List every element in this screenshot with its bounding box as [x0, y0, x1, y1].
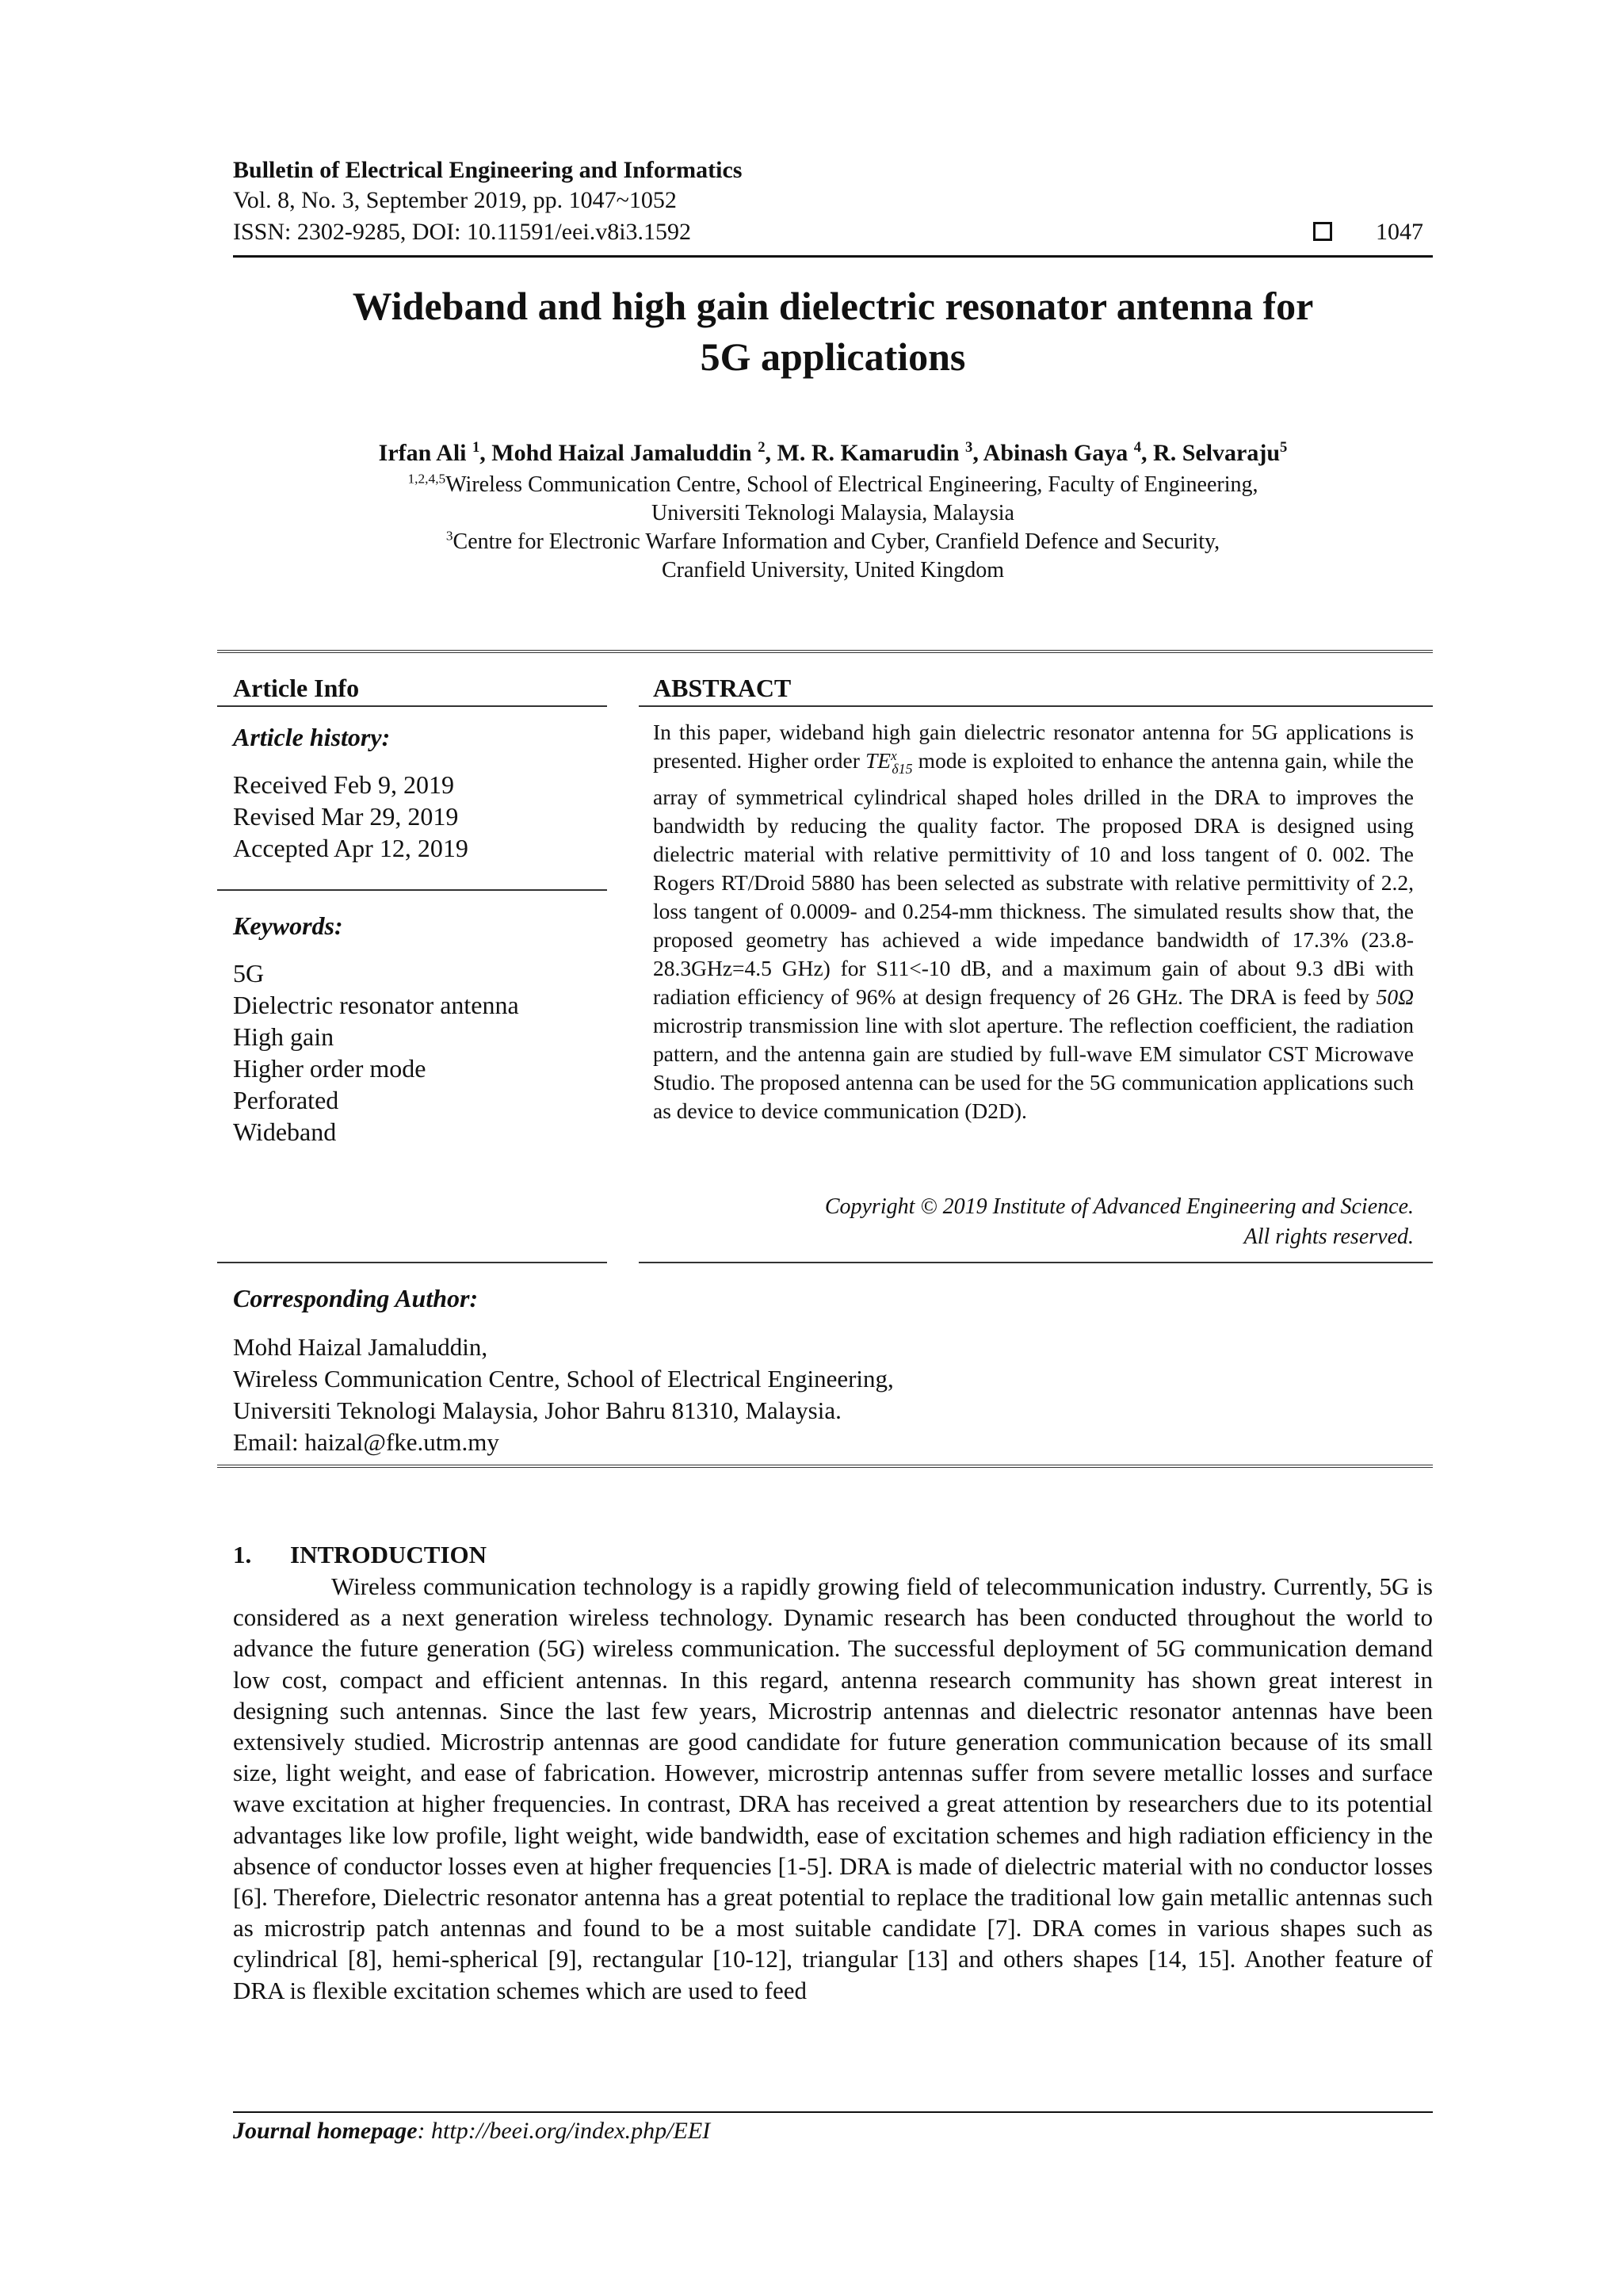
affiliation-sup: 3: [445, 528, 453, 544]
author-list: [233, 437, 1433, 469]
history-received: Received Feb 9, 2019: [233, 770, 455, 799]
keyword-item: Wideband: [233, 1117, 337, 1146]
author-sup: 5: [1280, 439, 1288, 456]
affiliation-sup: 1,2,4,5: [407, 471, 446, 487]
abstract-bottom-rule: [639, 1262, 1433, 1263]
footer-label: Journal homepage: [233, 2118, 418, 2144]
corresponding-details: [233, 1331, 894, 1458]
keyword-item: 5G: [233, 959, 265, 988]
square-bullet-icon: [1313, 222, 1332, 241]
copyright-line2: All rights reserved.: [1243, 1224, 1414, 1249]
abstract-text: [653, 718, 1414, 1125]
introduction-paragraph: Wireless communication technology is a rapidly growing field of telecommunication industry. Currently, 5G is considered as a next generation wireless technology. Dynamic research has been conducted throughout the world to advance the future generation (5G) wireless communication. The successful deployment of 5G communication demand low cost, compact and efficient antennas. In this regard, antenna research community has shown great interest in designing such antennas. Since the last few years, Microstrip antennas and dielectric resonator antennas have been extensively studied. Microstrip antennas are good candidate for future generation communication because of its small size, light weight, and ease of fabrication. However, microstrip antennas suffer from severe metallic losses and surface wave excitation at higher frequencies. In contrast, DRA has received a great attention by researchers due to its potential advantages like low profile, light weight, wide bandwidth, ease of excitation schemes and high radiation efficiency in the absence of conductor losses even at higher frequencies [1-5]. DRA is made of dielectric material with no conductor losses [6]. Therefore, Dielectric resonator antenna has a great potential to replace the traditional low gain metallic antennas such as microstrip patch antennas and found to be a most suitable candidate [7]. DRA comes in various shapes such as cylindrical [8], hemi-spherical [9], rectangular [10-12], triangular [13] and others shapes [14, 15]. Another feature of DRA is flexible excitation schemes which are used to feed: [233, 1572, 1433, 2004]
abstract-part: In this paper, wideband high gain dielectric resonator antenna for 5G applications is presented. Higher order: [653, 720, 1414, 773]
info-bottom-rule: [217, 1262, 607, 1263]
author-sep: ,: [765, 440, 777, 466]
author-sep: ,: [1141, 440, 1154, 466]
author-name: Irfan Ali: [378, 440, 472, 466]
author-sep: ,: [479, 440, 492, 466]
keyword-item: High gain: [233, 1022, 334, 1051]
keyword-item: Higher order mode: [233, 1054, 426, 1083]
section-number: 1.: [233, 1541, 252, 1568]
corresponding-dept: Wireless Communication Centre, School of Electrical Engineering,: [233, 1365, 894, 1392]
article-info-heading: Article Info: [233, 674, 360, 702]
article-history-list: [233, 769, 468, 864]
introduction-heading: [233, 1539, 487, 1571]
footer-rule: [233, 2111, 1433, 2113]
affiliation-1-line1: [233, 471, 1433, 499]
journal-name: Bulletin of Electrical Engineering and Informatics: [233, 157, 743, 183]
affiliation-text: Centre for Electronic Warfare Information and Cyber, Cranfield Defence and Security,: [453, 529, 1220, 554]
mode-te: [865, 747, 913, 777]
corresponding-heading: Corresponding Author:: [233, 1284, 479, 1312]
affiliation-1-line2: Universiti Teknologi Malaysia, Malaysia: [651, 501, 1014, 525]
copyright-notice: [653, 1192, 1414, 1252]
impedance-value: 50Ω: [1376, 984, 1414, 1009]
author-name: Abinash Gaya: [983, 440, 1134, 466]
author-sup: 2: [758, 439, 766, 456]
author-sep: ,: [972, 440, 983, 466]
corresponding-bottom-rule: [217, 1465, 1433, 1468]
history-rule: [217, 889, 607, 891]
journal-volume: Vol. 8, No. 3, September 2019, pp. 1047~1052: [233, 187, 677, 213]
corresponding-email: Email: haizal@fke.utm.my: [233, 1428, 499, 1456]
corresponding-name: Mohd Haizal Jamaluddin,: [233, 1333, 488, 1361]
author-sup: 3: [965, 439, 973, 456]
author-sup: 4: [1133, 439, 1142, 456]
mode-base: TE: [865, 748, 892, 773]
corresponding-address: Universiti Teknologi Malaysia, Johor Bahru 81310, Malaysia.: [233, 1396, 842, 1424]
mode-sup: x: [891, 747, 897, 763]
affiliation-text: Wireless Communication Centre, School of Electrical Engineering, Faculty of Engineering,: [445, 472, 1258, 497]
author-sup: 1: [472, 439, 480, 456]
journal-homepage: [233, 2116, 710, 2146]
history-revised: Revised Mar 29, 2019: [233, 802, 459, 831]
section-title: INTRODUCTION: [290, 1541, 487, 1568]
keyword-item: Dielectric resonator antenna: [233, 991, 519, 1019]
page-number: 1047: [1376, 219, 1423, 245]
paper-title-line2: 5G applications: [700, 334, 966, 379]
abstract-part: microstrip transmission line with slot aperture. The reflection coefficient, the radiation pattern, and the antenna gain are studied by full-wave EM simulator CST Microwave Studio. The proposed antenna can be used for the 5G communication applications such as device to device communication (D2D).: [653, 1012, 1414, 1123]
abstract-part: mode is exploited to enhance the antenna gain, while the array of symmetrical cylindrical shaped holes drilled in the DRA to improves the bandwidth by reducing the quality factor. The proposed DRA is designed using dielectric material with relative permittivity of 10 and loss tangent of 0. 002. The Rogers RT/Droid 5880 has been selected as substrate with relative permittivity of 2.2, loss tangent of 0.0009- and 0.254-mm thickness. The simulated results show that, the proposed geometry has achieved a wide impedance bandwidth of 17.3% (23.8-28.3GHz=4.5 GHz) for S11<-10 dB, and a maximum gain of about 9.3 dBi with radiation efficiency of 96% at design frequency of 26 GHz. The DRA is feed by: [653, 748, 1414, 1009]
abstract-heading: ABSTRACT: [653, 674, 792, 702]
abstract-rule: [639, 705, 1433, 707]
affiliation-2-line1: [233, 528, 1433, 556]
article-history-heading: Article history:: [233, 723, 391, 751]
journal-issn: ISSN: 2302-9285, DOI: 10.11591/eei.v8i3.1592: [233, 219, 692, 245]
mode-sub: δ15: [892, 760, 913, 777]
article-info-rule: [217, 705, 607, 707]
header-rule: [233, 255, 1433, 258]
paper-title-line1: Wideband and high gain dielectric resonator antenna for: [352, 284, 1314, 328]
keyword-item: Perforated: [233, 1086, 339, 1114]
keywords-list: [233, 957, 519, 1148]
history-accepted: Accepted Apr 12, 2019: [233, 834, 468, 862]
info-top-rule: [217, 650, 1433, 653]
footer-url[interactable]: : http://beei.org/index.php/EEI: [417, 2118, 711, 2144]
author-name: M. R. Kamarudin: [777, 440, 966, 466]
copyright-line1: Copyright © 2019 Institute of Advanced Engineering and Science.: [824, 1194, 1414, 1219]
affiliation-2-line2: Cranfield University, United Kingdom: [661, 558, 1005, 583]
keywords-heading: Keywords:: [233, 911, 343, 940]
paper-title: [233, 281, 1433, 382]
author-name: R. Selvaraju: [1153, 440, 1281, 466]
author-name: Mohd Haizal Jamaluddin: [491, 440, 758, 466]
